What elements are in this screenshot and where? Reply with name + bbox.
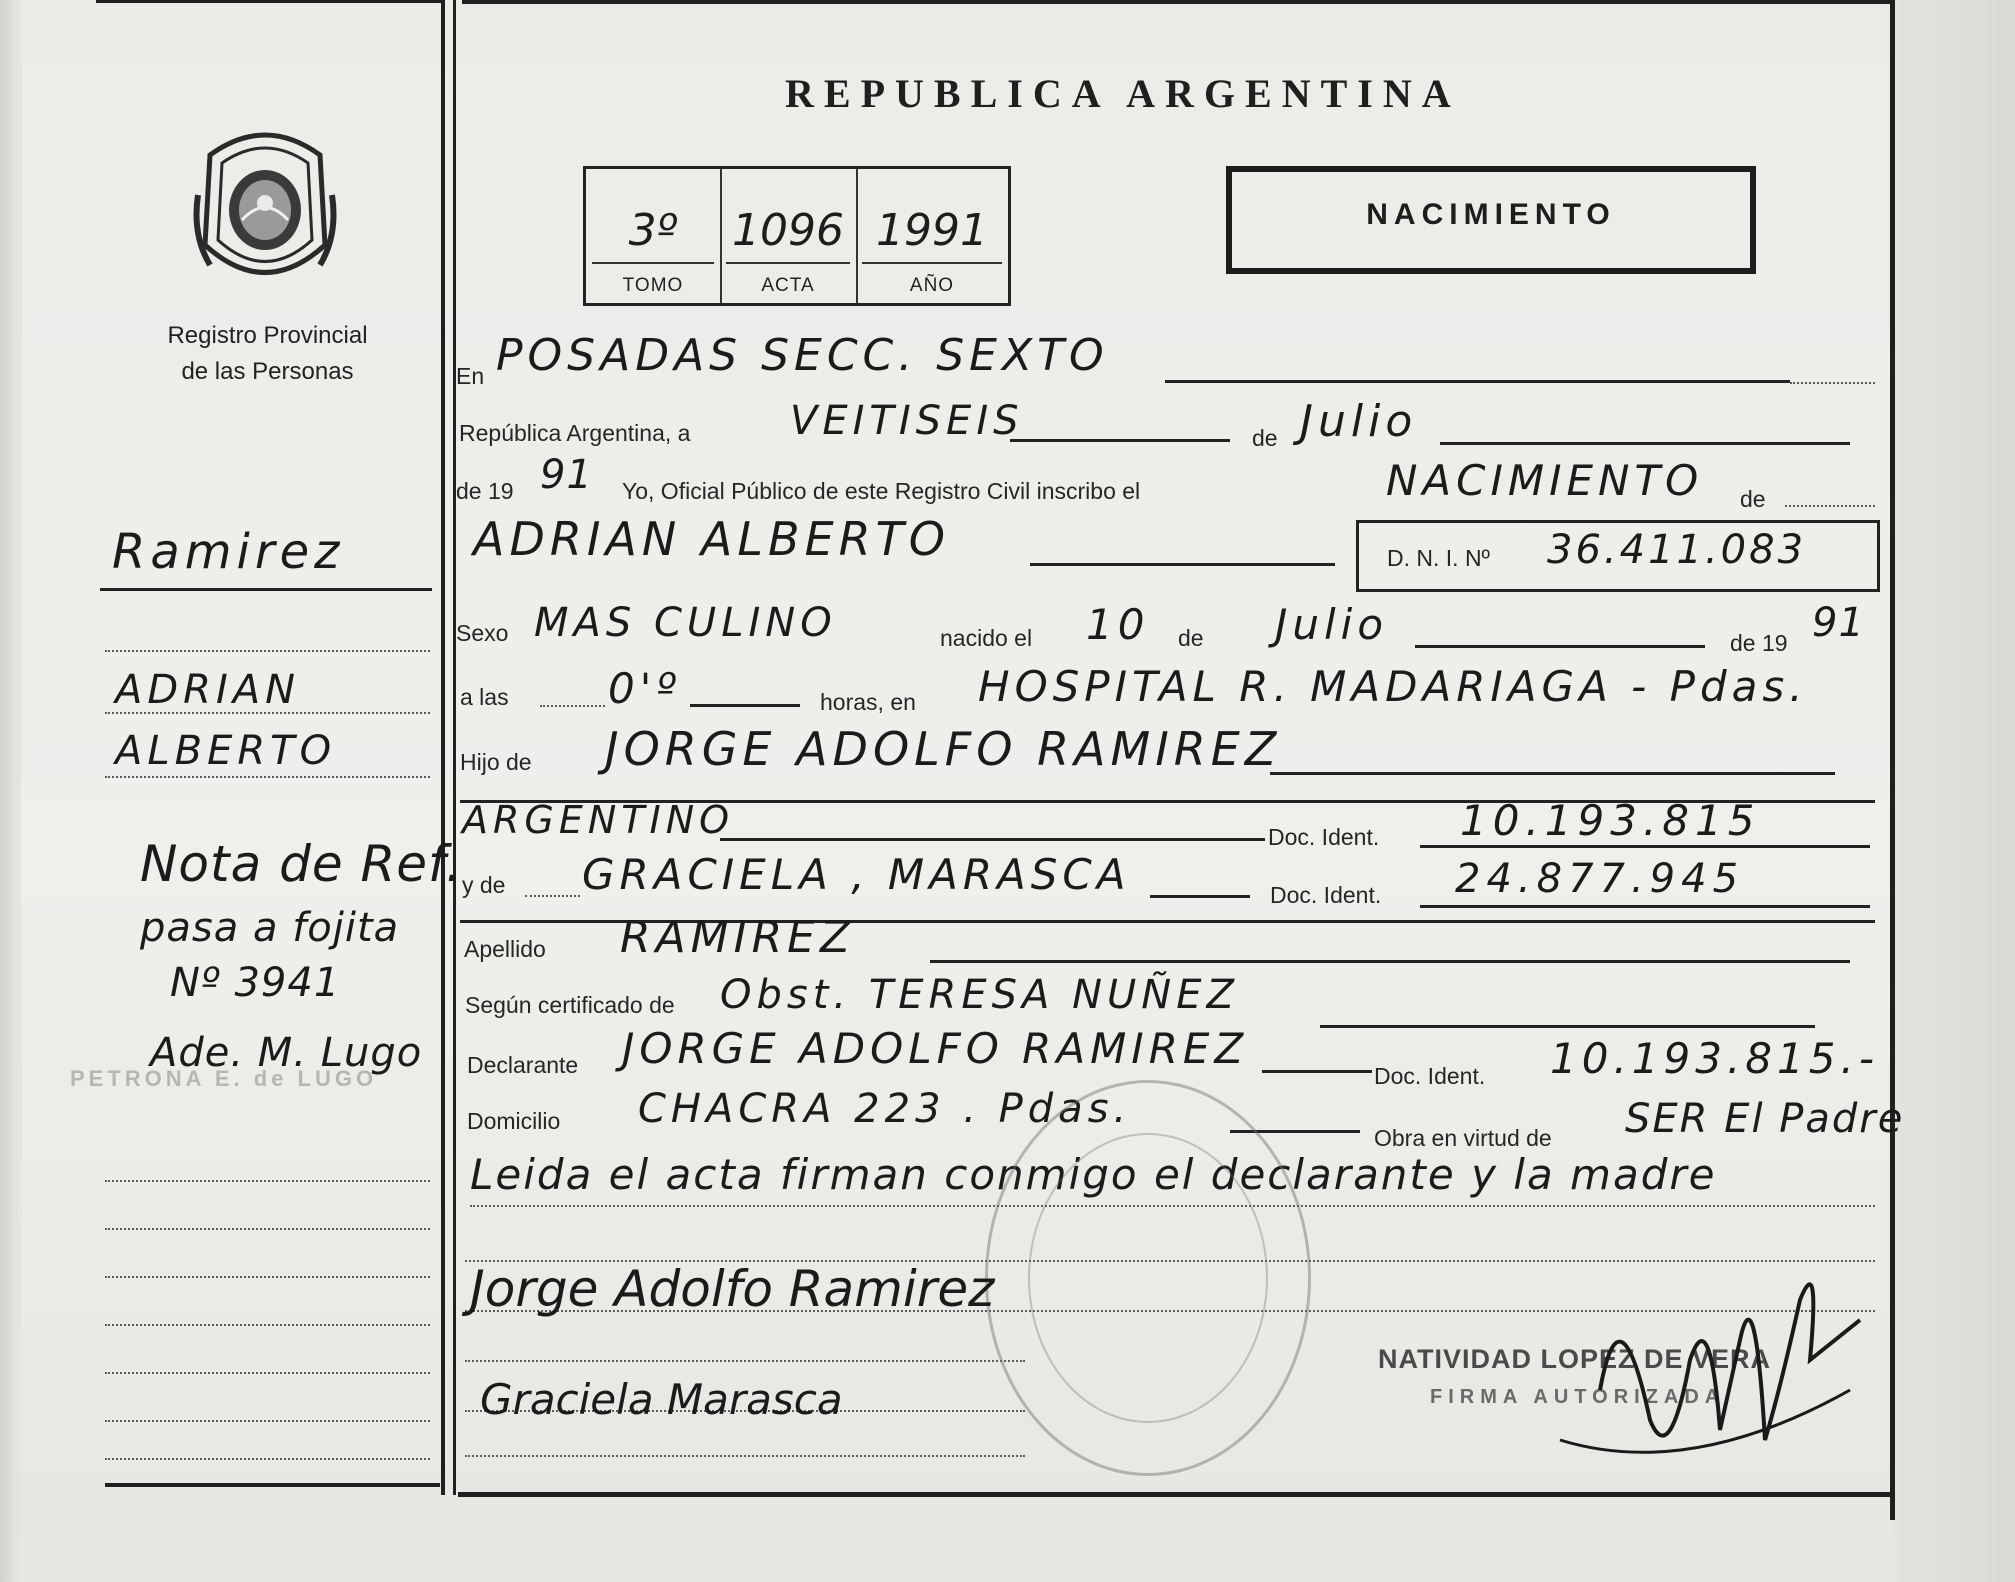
country-heading: REPUBLICA ARGENTINA: [785, 71, 1461, 116]
de-label-3: de: [1178, 625, 1204, 651]
margin-line: [105, 1180, 430, 1182]
dni-label: D. N. I. Nº: [1387, 545, 1490, 571]
form-line: [1010, 439, 1230, 442]
margin-line: [105, 776, 430, 778]
horas-label: horas, en: [820, 689, 916, 715]
birth-day: 10: [1086, 600, 1150, 649]
bottom-border: [458, 1492, 1892, 1497]
republica-label: República Argentina, a: [459, 420, 691, 446]
anio-cell: [856, 169, 1008, 303]
left-column-divider: [441, 0, 445, 1495]
oficial-text: Yo, Oficial Público de este Registro Civil inscribo el: [622, 478, 1141, 504]
margin-given-2: ALBERTO: [115, 728, 337, 774]
form-line: [1785, 505, 1875, 507]
hour: 0'º: [608, 664, 682, 713]
form-line: [690, 704, 800, 707]
registry-name-line1: Registro Provincial: [167, 322, 368, 349]
official-signature-icon: [1540, 1240, 1870, 1480]
de19-label-2: de 19: [1730, 630, 1788, 656]
day-words: VEITISEIS: [790, 398, 1024, 444]
inner-divider: [453, 0, 456, 1495]
father-doc: 10.193.815: [1460, 796, 1761, 845]
bottom-border-left: [105, 1483, 440, 1487]
margin-note-1: Nota de Ref.: [140, 835, 463, 893]
de-label: de: [1252, 425, 1278, 451]
y-de-label: y de: [462, 872, 506, 898]
closing-text: Leida el acta firman conmigo el declarante y la madre: [470, 1150, 1717, 1199]
declarant-doc: 10.193.815.-: [1550, 1034, 1879, 1083]
registry-name: [125, 318, 410, 390]
margin-line: [105, 1276, 430, 1278]
act-type: NACIMIENTO: [1366, 198, 1616, 231]
de19-label: de 19: [456, 478, 514, 504]
address: CHACRA 223 . Pdas.: [638, 1086, 1132, 1132]
hijo-label: Hijo de: [460, 749, 532, 775]
apellido-value: RAMIREZ: [620, 912, 856, 963]
form-line: [1030, 563, 1335, 566]
obra-label: Obra en virtud de: [1374, 1125, 1552, 1151]
top-border: [462, 0, 1892, 4]
form-line: [465, 1360, 1025, 1362]
declarant-name: JORGE ADOLFO RAMIREZ: [622, 1024, 1249, 1073]
a-las-label: a las: [460, 684, 509, 710]
month: Julio: [1300, 396, 1418, 447]
registry-name-line2: de las Personas: [181, 358, 354, 385]
form-line: [1415, 645, 1705, 648]
year-suffix: 91: [540, 452, 593, 498]
page-edge: [0, 0, 22, 1582]
form-line: [1440, 442, 1850, 445]
form-line: [1270, 772, 1835, 775]
child-name: ADRIAN ALBERTO: [473, 512, 950, 566]
register-box: [583, 166, 1011, 306]
nacido-label: nacido el: [940, 625, 1033, 651]
tomo-value: 3º: [628, 205, 678, 256]
form-line: [1420, 905, 1870, 908]
margin-line: [105, 650, 430, 652]
right-border: [1890, 0, 1895, 1520]
margin-line: [105, 1372, 430, 1374]
tomo-cell: [586, 169, 722, 303]
margin-faded-stamp: PETRONA E. de LUGO: [70, 1066, 378, 1091]
form-line: [1790, 382, 1875, 384]
margin-given-1: ADRIAN: [115, 667, 301, 713]
margin-note-3: Nº 3941: [170, 960, 341, 1006]
margin-line: [100, 588, 432, 591]
top-border-left: [96, 0, 442, 3]
anio-value: 1991: [876, 205, 988, 256]
en-label: En: [456, 363, 485, 389]
declarante-label: Declarante: [467, 1052, 579, 1078]
sexo-label: Sexo: [456, 620, 509, 646]
domicilio-label: Domicilio: [467, 1108, 561, 1134]
doc-label-3: Doc. Ident.: [1374, 1063, 1486, 1089]
act-type-box: [1226, 166, 1756, 274]
acta-label: ACTA: [761, 275, 815, 296]
form-line: [1150, 895, 1250, 898]
segun-label: Según certificado de: [465, 992, 675, 1018]
acta-cell: [720, 169, 858, 303]
dni-value: 36.411.083: [1547, 527, 1807, 573]
margin-surname: Ramirez: [112, 524, 345, 580]
official-stamp: [985, 1080, 1311, 1476]
father-name: JORGE ADOLFO RAMIREZ: [605, 722, 1282, 776]
form-line: [525, 895, 580, 897]
event: NACIMIENTO: [1386, 456, 1704, 505]
mother-doc: 24.877.945: [1455, 856, 1745, 902]
provincial-seal-icon: [190, 125, 340, 295]
doc-label: Doc. Ident.: [1268, 824, 1380, 850]
official-name: NATIVIDAD LOPEZ DE VERA: [1378, 1344, 1772, 1374]
anio-label: AÑO: [909, 275, 955, 296]
birth-month: Julio: [1275, 600, 1389, 649]
form-line: [720, 838, 1265, 841]
obra-value: SER El Padre: [1625, 1096, 1905, 1142]
father-signature: Jorge Adolfo Ramirez: [470, 1260, 995, 1318]
birth-place: HOSPITAL R. MADARIAGA - Pdas.: [978, 662, 1808, 711]
form-line: [1420, 845, 1870, 848]
right-margin: [1895, 0, 2015, 1582]
margin-line: [105, 1458, 430, 1460]
mother-signature: Graciela Marasca: [480, 1375, 843, 1424]
margin-line: [105, 1420, 430, 1422]
form-line: [1165, 380, 1790, 383]
form-line: [930, 960, 1850, 963]
dni-box: [1356, 520, 1880, 592]
sexo-value: MAS CULINO: [534, 600, 837, 646]
margin-note-2: pasa a fojita: [140, 905, 400, 951]
apellido-label: Apellido: [464, 936, 546, 962]
mother-name: GRACIELA , MARASCA: [582, 850, 1131, 899]
official-caption: FIRMA AUTORIZADA: [1430, 1386, 1726, 1408]
form-line: [1262, 1070, 1372, 1073]
margin-line: [105, 1228, 430, 1230]
doc-label-2: Doc. Ident.: [1270, 882, 1382, 908]
de-label-2: de: [1740, 486, 1766, 512]
tomo-label: TOMO: [622, 275, 684, 296]
margin-line: [105, 1324, 430, 1326]
birth-year-suffix: 91: [1812, 600, 1865, 646]
certificate-value: Obst. TERESA NUÑEZ: [720, 972, 1239, 1018]
form-line: [465, 1455, 1025, 1457]
father-nationality: ARGENTINO: [462, 798, 735, 842]
en-value: POSADAS SECC. SEXTO: [496, 330, 1109, 381]
margin-note-4: Ade. M. Lugo: [150, 1030, 423, 1076]
form-line: [540, 705, 605, 707]
form-line: [1320, 1025, 1815, 1028]
acta-value: 1096: [732, 205, 844, 256]
